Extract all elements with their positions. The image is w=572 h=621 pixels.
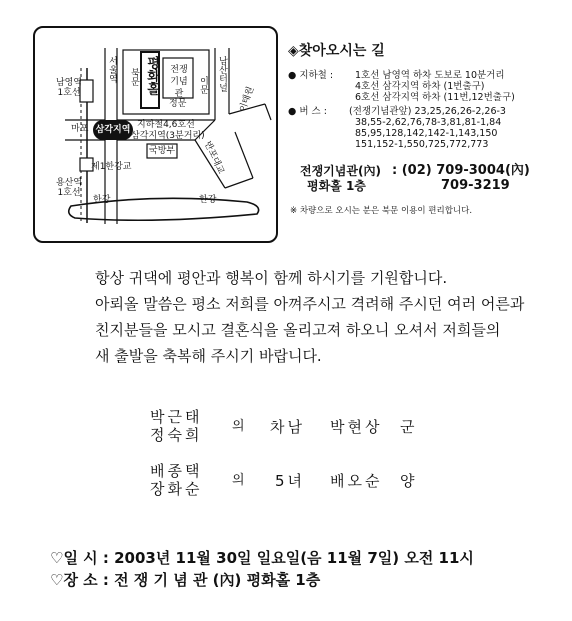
bride-particle: 의: [232, 473, 248, 488]
event-place: ♡장 소 : 전 쟁 기 념 관 (內) 평화홀 1층: [50, 571, 321, 589]
han-river-label-right: 한강: [199, 195, 217, 205]
subway-label: 지하철 :: [299, 70, 334, 81]
peace-hall-label: 평화홀: [144, 56, 159, 95]
message-line-4: 새 출발을 축복해 주시기 바랍니다.: [95, 347, 322, 365]
label-namyeong: [55, 78, 83, 98]
itaewon-label: 이태원: [238, 85, 257, 114]
parking-note: ※ 차량으로 오시는 분은 북문 이용이 편리합니다.: [290, 206, 473, 216]
bride-relation: 5녀: [275, 472, 306, 490]
groom-suffix: 군: [400, 418, 418, 436]
bus-bullet-icon: ●: [288, 106, 297, 117]
label-yongsan: [55, 178, 83, 198]
directions-title: ◈찾아오시는 길: [288, 43, 385, 59]
location-map: [33, 26, 278, 243]
hangang-bridge-label: 제1한강교: [91, 162, 132, 172]
samgakji-distance-label: 삼각지역(3분거리): [131, 131, 205, 141]
subway-line-1: 1호선 남영역 하차 도보로 10분거리: [355, 70, 505, 81]
message-line-1: 항상 귀댁에 평안과 행복이 함께 하시기를 기원합니다.: [95, 269, 448, 287]
road-itaewon-end: [265, 104, 271, 120]
north-gate-label: 북문: [129, 68, 139, 86]
phone-label-memorial: 전쟁기념관(內): [300, 164, 381, 178]
yongsan-line-label: 1호선: [57, 188, 81, 198]
namsan-tunnel-label: 남산터널: [217, 56, 227, 92]
groom-particle: 의: [232, 419, 248, 434]
seoul-station-label: 서울역: [107, 56, 117, 83]
groom-family: [150, 408, 202, 444]
subway-line-2: 4호선 삼각지역 하차 (1번출구): [355, 81, 485, 92]
road-banpo-end: [225, 178, 253, 188]
namyeong-line-label: 1호선: [57, 88, 81, 98]
bus-info: [288, 106, 327, 117]
subway-bullet-icon: ●: [288, 70, 297, 81]
groom-relation: 차남: [270, 418, 305, 436]
bus-line-3: 85,95,128,142,142-1,143,150: [355, 128, 498, 139]
road-banpo-right: [235, 132, 253, 178]
event-date: ♡일 시 : 2003년 11월 30일 일요일(음 11월 7일) 오전 11시: [50, 549, 474, 567]
phone-number-2: 709-3219: [441, 178, 510, 193]
namyeong-station-label: 남영역: [55, 78, 83, 88]
bus-label: 버 스 :: [299, 106, 327, 117]
groom-mother: 정숙희: [150, 426, 203, 444]
samgakji-station-badge: 삼각지역: [93, 120, 133, 140]
invitation-message: [95, 265, 565, 369]
yongsan-station-label: 용산역: [55, 178, 83, 188]
bride-father: 배종택: [150, 462, 203, 480]
subway-lines-label: 지하철4,6호선: [137, 120, 195, 130]
bride-family: [150, 462, 202, 498]
bus-line-1: (전쟁기념관앞) 23,25,26,26-2,26-3: [349, 106, 506, 117]
bus-line-4: 151,152-1,550,725,772,773: [355, 139, 489, 150]
mapo-label: 마포: [71, 124, 89, 134]
phone-label-hall: 평화홀 1층: [307, 179, 366, 193]
groom-name: 박현상: [330, 418, 383, 436]
han-river-label-left: 한강: [93, 195, 111, 205]
message-line-3: 친지분들을 모시고 결혼식을 올리고져 하오니 오셔서 저희들의: [95, 321, 501, 339]
side-gate-label: 이문: [198, 76, 208, 94]
message-line-2: 아뢰올 말씀은 평소 저희를 아껴주시고 격려해 주시던 여러 어른과: [95, 295, 525, 313]
subway-info: [288, 70, 333, 81]
main-gate-label: 정문: [169, 99, 187, 109]
bride-suffix: 양: [400, 472, 418, 490]
war-memorial-label: 전쟁기념관: [170, 65, 188, 99]
phone-number-1: : (02) 709-3004(內): [392, 163, 530, 178]
mnd-label: 국방부: [149, 146, 176, 156]
bride-mother: 장화순: [150, 480, 203, 498]
subway-line-3: 6호선 삼각지역 하차 (11번,12번출구): [355, 92, 515, 103]
bus-line-2: 38,55-2,62,76,78-3,81,81-1,84: [355, 117, 502, 128]
bride-name: 배오순: [330, 472, 383, 490]
groom-father: 박근태: [150, 408, 203, 426]
banpo-bridge-label: 반포대교: [201, 140, 226, 176]
